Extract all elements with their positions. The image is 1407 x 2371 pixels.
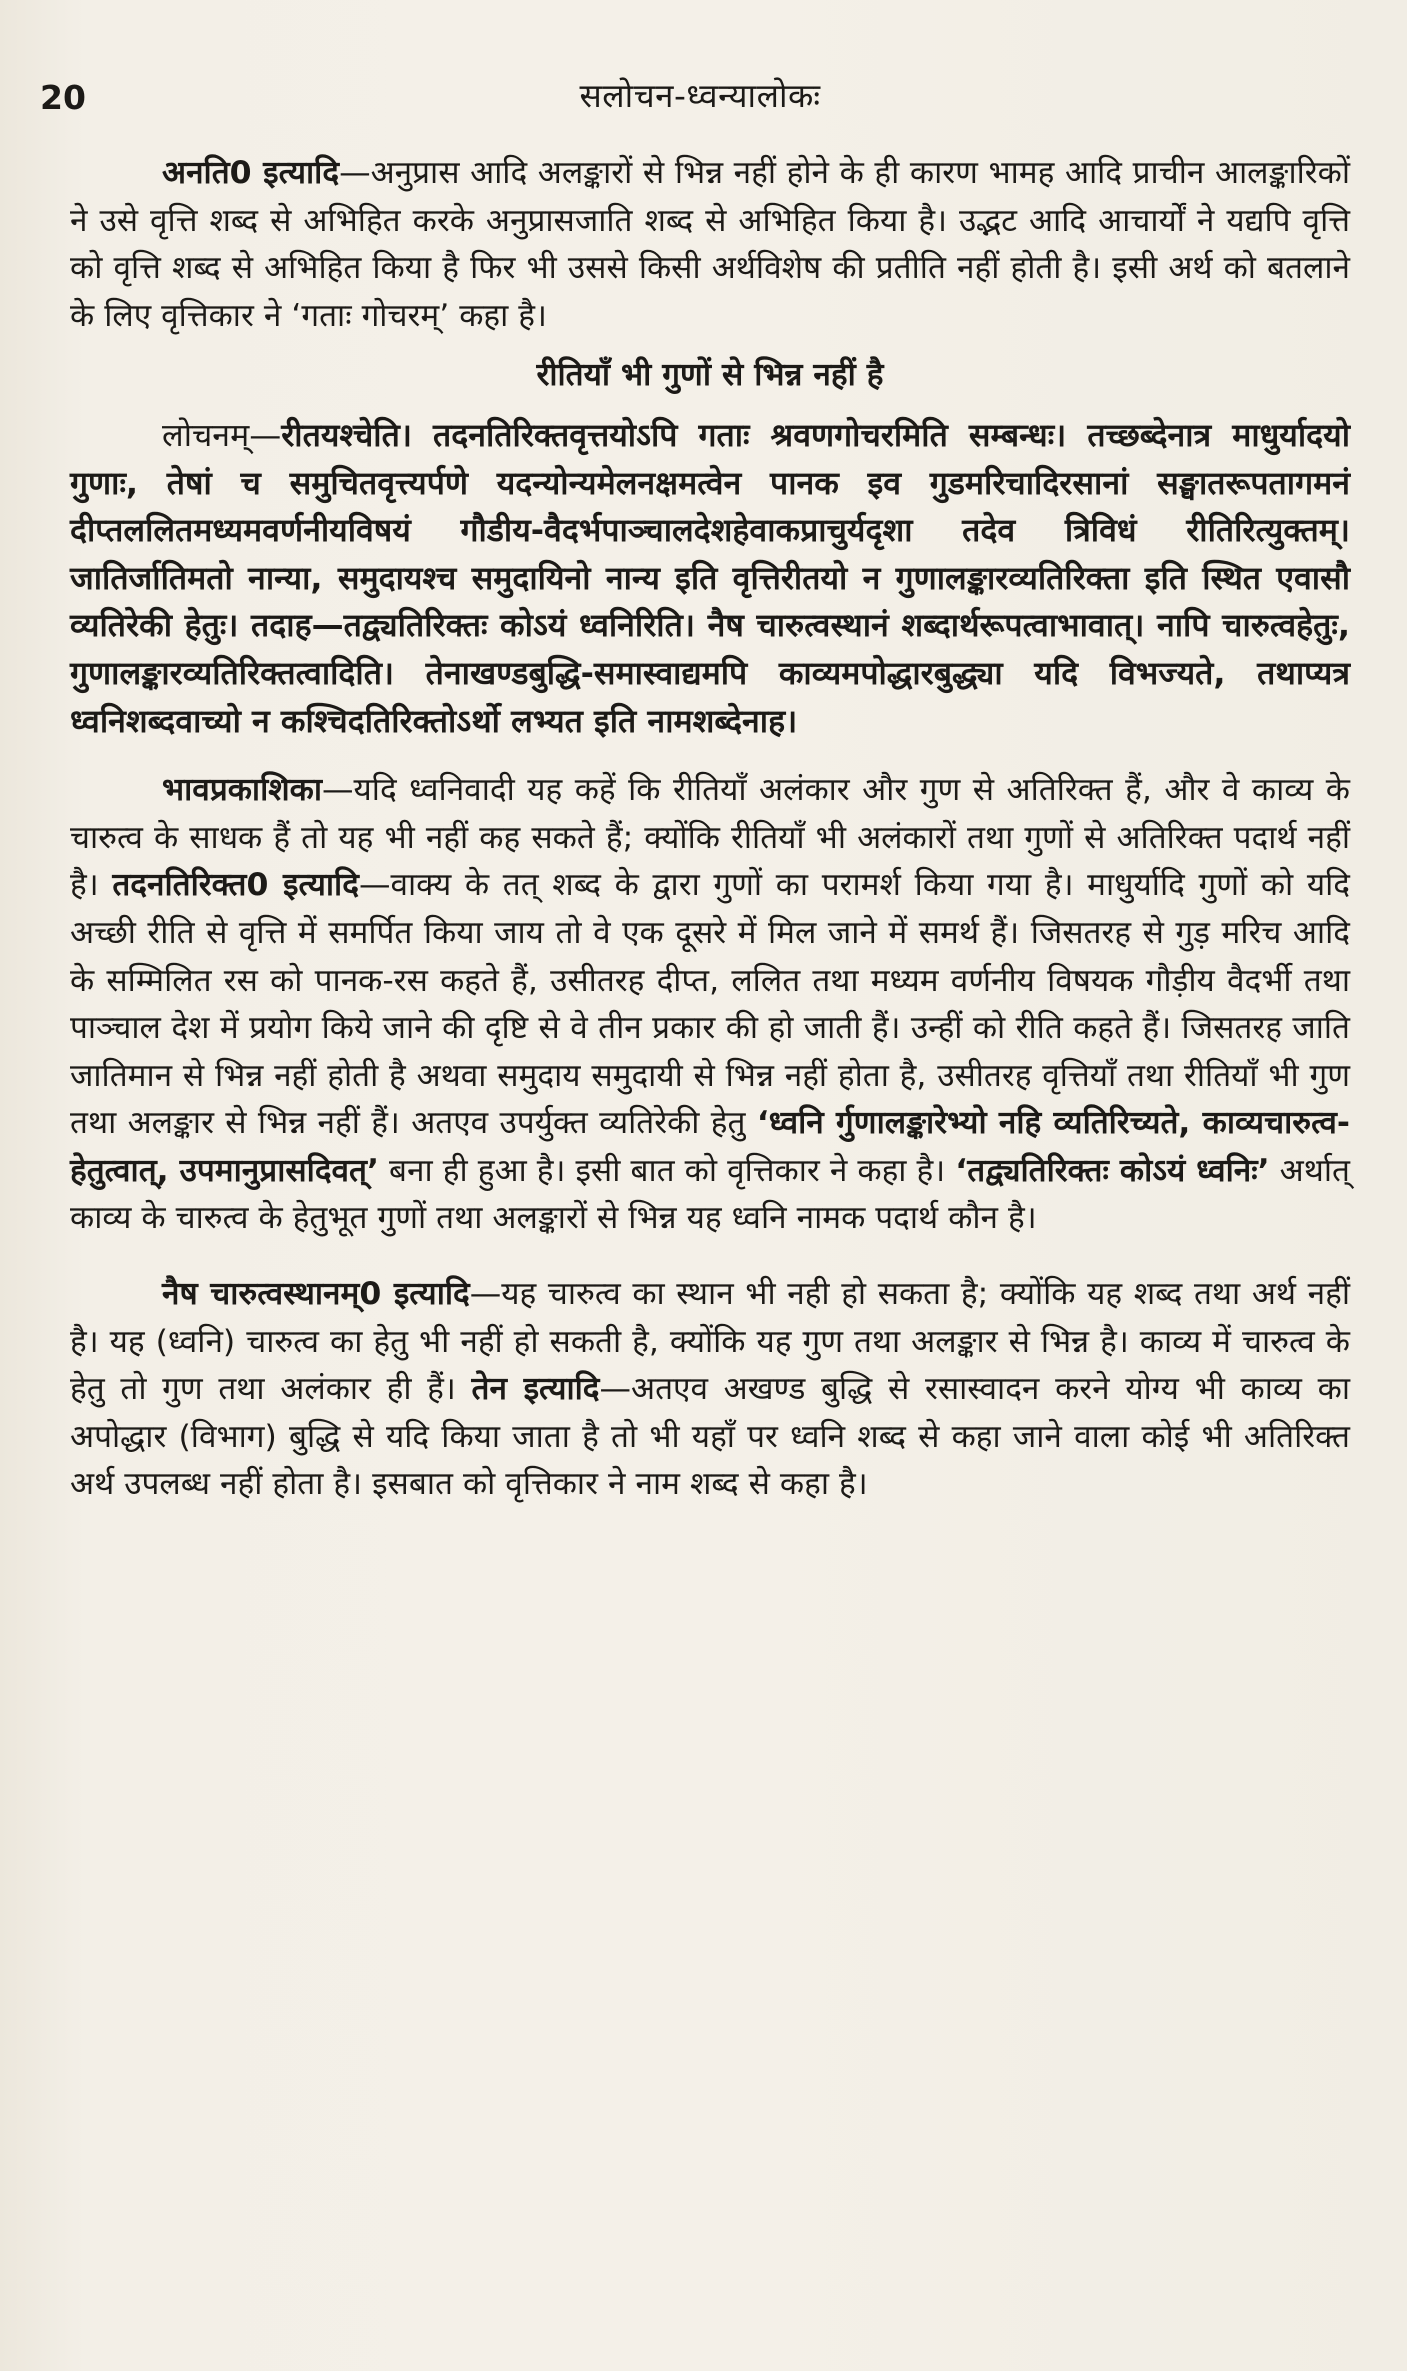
paragraph-naisha [70, 1271, 1350, 1509]
naisha-bold-1: तेन इत्यादि [471, 1371, 600, 1408]
paragraph-anati [70, 150, 1350, 340]
page-content [70, 150, 1350, 1509]
paragraph-lead: अनति0 इत्यादि [162, 155, 340, 191]
bhava-text-1: —यदि ध्वनिवादी यह कहें कि रीतियाँ अलंकार और गुण से अतिरिक्त हैं, और वे काव्य के चारुत्व के साधक हैं तो यह भी नहीं कह सकते हैं; क्योंकि रीतियाँ भी अलंकारों तथा गुणों से अतिरिक्त पदार्थ नहीं है। [70, 772, 1350, 904]
page-header [40, 68, 1360, 118]
naisha-text-2: —अतएव अखण्ड बुद्धि से रसास्वादन करने योग्य भी काव्य का अपोद्धार (विभाग) बुद्धि से यदि किया जाता है तो भी यहाँ पर ध्वनि शब्द से कहा जाने वाला कोई भी अतिरिक्त अर्थ उपलब्ध नहीं होता है। इसबात को वृत्तिकार ने नाम शब्द से कहा है। [70, 1371, 1350, 1503]
paragraph-lochanam [70, 412, 1350, 745]
running-title: सलोचन-ध्वन्यालोकः [579, 76, 821, 115]
lochanam-lead: लोचनम्— [162, 415, 282, 454]
section-heading: रीतियाँ भी गुणों से भिन्न नहीं है [536, 357, 884, 394]
bhava-bold-1: तदनतिरिक्त0 इत्यादि [112, 867, 359, 904]
page-number: 20 [40, 78, 86, 117]
bhava-lead: भावप्रकाशिका [162, 772, 323, 809]
paragraph-text: —अनुप्रास आदि अलङ्कारों से भिन्न नहीं होने के ही कारण भामह आदि प्राचीन आलङ्कारिकों ने उसे वृत्ति शब्द से अभिहित करके अनुप्रासजाति शब्द से अभिहित किया है। उद्भट आदि आचार्यों ने यद्यपि वृत्ति को वृत्ति शब्द से अभिहित किया है फिर भी उससे किसी अर्थविशेष की प्रतीति नहीं होती है। इसी अर्थ को बतलाने के लिए वृत्तिकार ने ‘गताः गोचरम्’ कहा है। [70, 155, 1350, 334]
paragraph-bhavaprakashika [70, 767, 1350, 1243]
bhava-bold-2: ‘ध्वनि र्गुणालङ्कारेभ्यो नहि व्यतिरिच्यते, काव्यचारुत्व-हेतुत्वात्, उपमानुप्रासदिवत्’ [70, 1105, 1351, 1189]
bhava-text-4: अर्थात् काव्य के चारुत्व के हेतुभूत गुणों तथा अलङ्कारों से भिन्न यह ध्वनि नामक पदार्थ कौन है। [70, 1152, 1350, 1237]
bhava-text-3: बना ही हुआ है। इसी बात को वृत्तिकार ने कहा है। [378, 1152, 956, 1189]
bhava-text-2: —वाक्य के तत् शब्द के द्वारा गुणों का परामर्श किया गया है। माधुर्यादि गुणों को यदि अच्छी रीति से वृत्ति में समर्पित किया जाय तो वे एक दूसरे में मिल जाने में समर्थ हैं। जिसतरह से गुड़ मरिच आदि के सम्मिलित रस को पानक-रस कहते हैं, उसीतरह दीप्त, ललित तथा मध्यम वर्णनीय विषयक गौड़ीय वैदर्भी तथा पाञ्चाल देश में प्रयोग किये जाने की दृष्टि से वे तीन प्रकार की हो जाती हैं। उन्हीं को रीति कहते हैं। जिसतरह जाति जातिमान से भिन्न नहीं होती है अथवा समुदाय समुदायी से भिन्न नहीं होता है, उसीतरह वृत्तियाँ तथा रीतियाँ भी गुण तथा अलङ्कार से भिन्न नहीं हैं। अतएव उपर्युक्त व्यतिरेकी हेतु [70, 867, 1350, 1142]
naisha-lead: नैष चारुत्वस्थानम्0 इत्यादि [162, 1276, 470, 1313]
bhava-bold-3: ‘तद्व्यतिरिक्तः कोऽयं ध्वनिः’ [955, 1152, 1270, 1189]
lochanam-text: रीतयश्चेति। तदनतिरिक्तवृत्तयोऽपि गताः श्रवणगोचरमिति सम्बन्धः। तच्छब्देनात्र माधुर्यादयो गुणाः, तेषां च समुचितवृत्त्यर्पणे यदन्योन्यमेलनक्षमत्वेन पानक इव गुडमरिचादिरसानां सङ्घातरूपतागमनं दीप्तललितमध्यमवर्णनीयविषयं गौडीय-वैदर्भपाञ्चालदेशहेवाकप्राचुर्यदृशा तदेव त्रिविधं रीतिरित्युक्तम्। जातिर्जातिमतो नान्या, समुदायश्च समुदायिनो नान्य इति वृत्तिरीतयो न गुणालङ्कारव्यतिरिक्ता इति स्थित एवासौ व्यतिरेकी हेतुः। तदाह—तद्व्यतिरिक्तः कोऽयं ध्वनिरिति। नैष चारुत्वस्थानं शब्दार्थरूपत्वाभावात्। नापि चारुत्वहेतुः, गुणालङ्कारव्यतिरिक्तत्वादिति। तेनाखण्डबुद्धि-समास्वाद्यमपि काव्यमपोद्धारबुद्ध्या यदि विभज्यते, तथाप्यत्र ध्वनिशब्दवाच्यो न कश्चिदतिरिक्तोऽर्थो लभ्यत इति नामशब्देनाह। [70, 415, 1350, 740]
naisha-text-1: —यह चारुत्व का स्थान भी नही हो सकता है; क्योंकि यह शब्द तथा अर्थ नहीं है। यह (ध्वनि) चारुत्व का हेतु भी नहीं हो सकती है, क्योंकि यह गुण तथा अलङ्कार से भिन्न है। काव्य में चारुत्व के हेतु तो गुण तथा अलंकार ही हैं। [70, 1276, 1350, 1408]
